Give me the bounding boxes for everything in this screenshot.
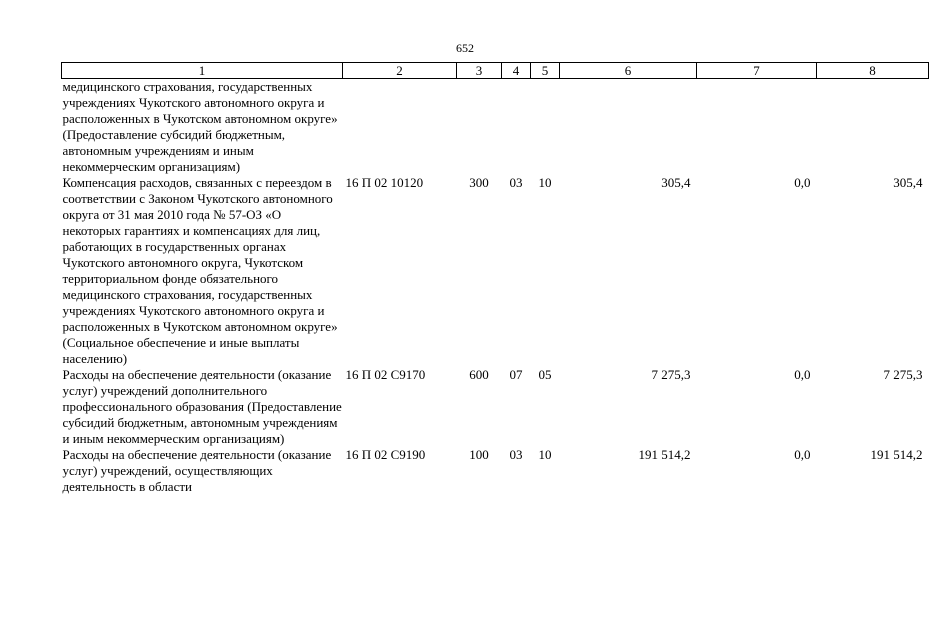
cell-amount-7: 0,0 [794,447,811,462]
cell-amount-8: 191 514,2 [870,447,923,462]
budget-code: 16 П 02 С9190 [345,447,426,462]
budget-code: 16 П 02 10120 [345,175,424,190]
cell-amount-6: 305,4 [661,175,691,190]
cell-amount-6: 191 514,2 [638,447,691,462]
cell-col3: 300 [469,175,489,190]
cell-col5: 10 [538,175,552,190]
cell-col5 [531,79,560,176]
cell-amount-7: 0,0 [794,175,811,190]
table-row [62,175,929,367]
expense-name: Компенсация расходов, связанных с переездом в соответствии с Законом Чукотского автономного округа от 31 мая 2010 года № 57-ОЗ «О некоторых гарантиях и компенсациях для лиц, работающих в государственных органах Чукотского автономного округа, Чукотском территориальном фонде обязательного медицинского страхования, государственных учреждениях Чукотского автономного округа и расположенных в Чукотском автономном округе» (Социальное обеспечение и иные выплаты населению) [62,175,338,366]
cell-col5: 05 [538,367,552,382]
cell-amount-7: 0,0 [794,367,811,382]
cell-col4 [502,79,531,176]
table-header-row [62,63,929,79]
header-cell: 1 [62,63,343,79]
expense-name: Расходы на обеспечение деятельности (оказание услуг) учреждений, осуществляющих деятельность в области [62,447,332,494]
table-row [62,447,929,495]
cell-amount-7 [697,79,817,176]
cell-amount-8: 305,4 [893,175,923,190]
cell-col3 [457,79,502,176]
header-cell: 7 [697,63,817,79]
cell-amount-8 [817,79,929,176]
budget-table [61,62,929,495]
cell-col3: 100 [469,447,489,462]
cell-amount-8: 7 275,3 [883,367,923,382]
header-cell: 8 [817,63,929,79]
table-row [62,367,929,447]
cell-amount-6: 7 275,3 [651,367,691,382]
cell-col4: 07 [509,367,523,382]
header-cell: 2 [343,63,457,79]
table-row [62,79,929,176]
header-cell: 3 [457,63,502,79]
cell-amount-6 [560,79,697,176]
expense-name: Расходы на обеспечение деятельности (оказание услуг) учреждений дополнительного профессионального образования (Предоставление субсидий бюджетным, автономным учреждениям и иным некоммерческим организациям) [62,367,342,446]
cell-col3: 600 [469,367,489,382]
cell-col4: 03 [509,447,523,462]
page-number: 652 [456,41,474,55]
header-cell: 6 [560,63,697,79]
header-cell: 4 [502,63,531,79]
cell-col4: 03 [509,175,523,190]
header-cell: 5 [531,63,560,79]
budget-code [343,79,457,176]
budget-code: 16 П 02 С9170 [345,367,426,382]
cell-col5: 10 [538,447,552,462]
expense-name: медицинского страхования, государственных учреждениях Чукотского автономного округа и расположенных в Чукотском автономном округе» (Предоставление субсидий бюджетным, автономным учреждениям и иным некоммерческим организациям) [62,79,338,174]
